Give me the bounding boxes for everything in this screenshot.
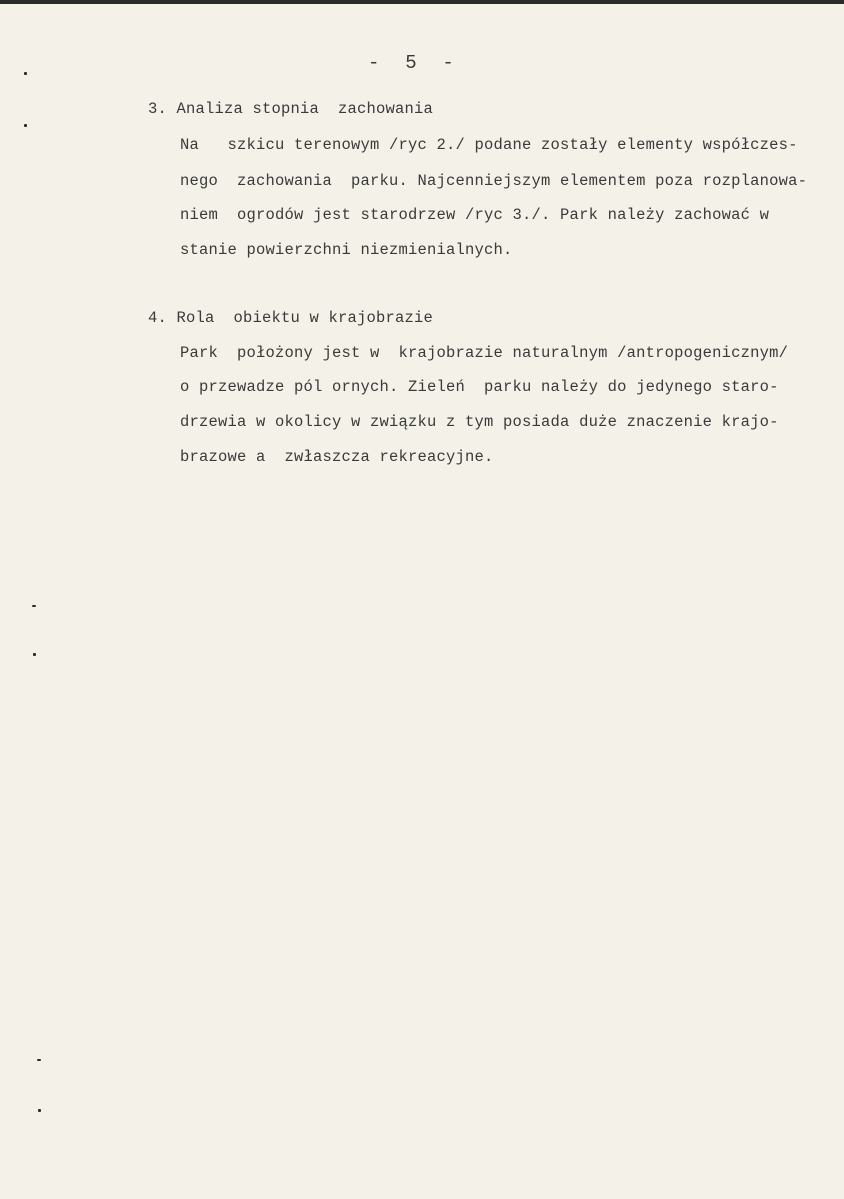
section-3-line-4: stanie powierzchni niezmienialnych. <box>180 241 513 259</box>
section-3-heading: 3. Analiza stopnia zachowania <box>148 100 434 118</box>
section-3-line-3: niem ogrodów jest starodrzew /ryc 3./. Park należy zachować w <box>180 206 770 224</box>
section-4-line-1: Park położony jest w krajobrazie naturalnym /antropogenicznym/ <box>180 344 789 362</box>
page-number: - 5 - <box>368 52 455 74</box>
scan-mark <box>32 605 36 607</box>
scan-mark <box>24 124 27 127</box>
section-4-line-2: o przewadze pól ornych. Zieleń parku należy do jedynego staro- <box>180 378 779 396</box>
scan-top-edge <box>0 0 844 4</box>
section-4-line-4: brazowe a zwłaszcza rekreacyjne. <box>180 448 494 466</box>
scan-mark <box>33 653 36 656</box>
section-3-line-2: nego zachowania parku. Najcenniejszym elementem poza rozplanowa- <box>180 172 808 190</box>
scan-mark <box>38 1109 41 1112</box>
scan-mark <box>24 72 27 75</box>
scan-mark <box>37 1059 41 1061</box>
section-3-line-1: Na szkicu terenowym /ryc 2./ podane zostały elementy współczes- <box>180 136 798 154</box>
section-4-line-3: drzewia w okolicy w związku z tym posiada duże znaczenie krajo- <box>180 413 779 431</box>
section-4-heading: 4. Rola obiektu w krajobrazie <box>148 309 434 327</box>
